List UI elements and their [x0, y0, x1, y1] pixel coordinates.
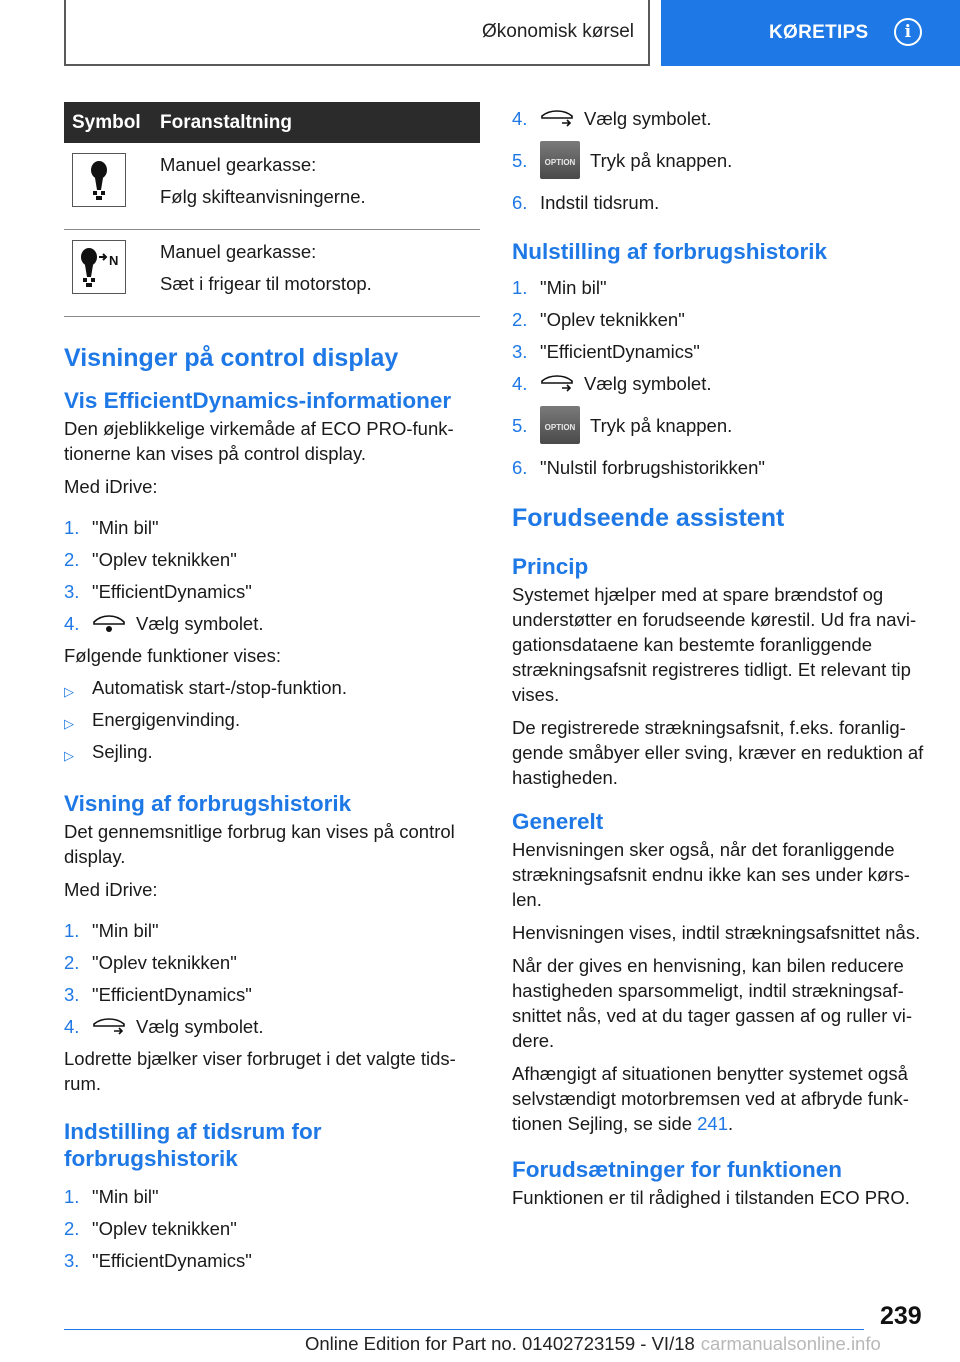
- list-item: 3. "EfficientDynamics": [512, 340, 700, 362]
- list-item: 5. OPTION Tryk på knappen.: [512, 134, 928, 186]
- paragraph: Med iDrive:: [64, 476, 158, 497]
- heading-forudsaetninger: Forudsætninger for funktionen: [512, 1157, 842, 1182]
- list-item: 6. "Nulstil forbrugshistorikken": [512, 456, 765, 478]
- paragraph: Når der gives en henvisning, kan bilen reducere hastigheden sparsommeligt, indtil strækningsaf-snittet nås, ved at du tager gassen af og ruller vi-dere.: [512, 955, 913, 1051]
- chapter-tab[interactable]: [661, 0, 960, 66]
- paragraph: Henvisningen vises, indtil strækningsafsnittet nås.: [512, 922, 921, 943]
- bullet-triangle-icon: ▷: [64, 748, 74, 763]
- ordered-list: [64, 914, 480, 1042]
- paragraph: De registrerede strækningsafsnit, f.eks. foranlig-gende småbyer eller sving, kræver en reduktion af hastigheden.: [512, 717, 924, 788]
- table-header-action: Foranstaltning: [160, 111, 292, 133]
- heading-generelt: Generelt: [512, 809, 604, 834]
- list-item: 1. "Min bil": [64, 1185, 159, 1207]
- bullet-list: [64, 676, 480, 772]
- svg-text:N: N: [109, 253, 119, 268]
- right-column: [512, 102, 928, 1210]
- consumption-history-icon: [540, 108, 574, 128]
- paragraph: Henvisningen sker også, når det foranliggende strækningsafsnit endnu ikke kan ses under kørs-len.: [512, 839, 910, 910]
- ordered-list: [512, 102, 928, 218]
- page-link[interactable]: 241: [697, 1113, 728, 1134]
- list-item: 4. Vælg symbolet.: [512, 372, 712, 394]
- list-item: ▷ Energigenvinding.: [64, 708, 480, 740]
- table-cell-line: Manuel gearkasse:: [160, 241, 317, 262]
- list-item: 6. Indstil tidsrum.: [512, 191, 660, 213]
- table-cell-line: Sæt i frigear til motorstop.: [160, 273, 372, 294]
- heading-vis-efficientdynamics: Vis EfficientDynamics-informationer: [64, 388, 452, 413]
- table-header: [64, 102, 480, 143]
- chapter-title: KØRETIPS: [769, 22, 869, 43]
- watermark: carmanualsonline.info: [700, 1333, 881, 1354]
- list-item: 1. "Min bil": [64, 516, 159, 538]
- heading-forudseende-assistent: Forudseende assistent: [512, 504, 785, 532]
- bullet-triangle-icon: ▷: [64, 684, 74, 699]
- heading-forbrugshistorik: Visning af forbrugshistorik: [64, 791, 352, 816]
- gearshift-neutral-icon: [72, 240, 126, 294]
- ordered-list: [512, 271, 928, 483]
- left-column: [64, 102, 480, 1276]
- gearshift-icon: [72, 153, 126, 207]
- table-cell-line: Manuel gearkasse:: [160, 154, 317, 175]
- heading-nulstilling: Nulstilling af forbrugshistorik: [512, 239, 828, 264]
- list-item: 1. "Min bil": [512, 276, 607, 298]
- list-item: ▷ Automatisk start-/stop-funktion.: [64, 676, 480, 708]
- table-cell-line: Følg skifteanvisningerne.: [160, 186, 366, 207]
- list-item: 4. Vælg symbolet.: [64, 612, 264, 634]
- paragraph: Med iDrive:: [64, 879, 158, 900]
- list-item: 1. "Min bil": [64, 919, 159, 941]
- heading-indstilling-tidsrum: Indstilling af tidsrum for forbrugshistorik: [64, 1119, 322, 1171]
- paragraph: Følgende funktioner vises:: [64, 645, 281, 666]
- option-button-icon: OPTION: [540, 141, 580, 179]
- heading-princip: Princip: [512, 554, 589, 579]
- list-item: 3. "EfficientDynamics": [64, 1249, 252, 1271]
- list-item: 2. "Oplev teknikken": [64, 951, 237, 973]
- page-header: [0, 0, 960, 66]
- list-item: 2. "Oplev teknikken": [64, 1217, 237, 1239]
- symbol-table: [64, 102, 480, 317]
- list-item: 5. OPTION Tryk på knappen.: [512, 399, 928, 451]
- list-item: 3. "EfficientDynamics": [64, 580, 252, 602]
- ordered-list: [64, 511, 480, 639]
- bullet-triangle-icon: ▷: [64, 716, 74, 731]
- list-item: ▷ Sejling.: [64, 740, 480, 772]
- footer-edition: Online Edition for Part no. 01402723159 - VI/18 carmanualsonline.info: [305, 1333, 881, 1354]
- table-row: [64, 230, 480, 317]
- option-button-icon: OPTION: [540, 406, 580, 444]
- heading-visninger: Visninger på control display: [64, 344, 399, 372]
- list-item: 2. "Oplev teknikken": [512, 308, 685, 330]
- list-item: 4. Vælg symbolet.: [512, 107, 712, 129]
- paragraph: Den øjeblikkelige virkemåde af ECO PRO-funk-tionerne kan vises på control display.: [64, 418, 454, 464]
- paragraph: Systemet hjælper med at spare brændstof og understøtter en forudseende kørestil. Ud fra navi-gationsdataene kan bestemte foranliggende strækningsafsnit registreres tidligt. Et relevant tip vises.: [512, 584, 917, 705]
- list-item: 2. "Oplev teknikken": [64, 548, 237, 570]
- page-number: 239: [880, 1302, 922, 1330]
- paragraph: Afhængigt af situationen benytter systemet også selvstændigt motorbremsen ved at afbryde funk-tionen Sejling, se side 241.: [512, 1063, 909, 1134]
- efficientdynamics-car-icon: [92, 613, 126, 633]
- table-header-symbol: Symbol: [72, 111, 141, 133]
- paragraph: Lodrette bjælker viser forbruget i det valgte tids-rum.: [64, 1048, 456, 1094]
- paragraph: Det gennemsnitlige forbrug kan vises på control display.: [64, 821, 455, 867]
- list-item: 3. "EfficientDynamics": [64, 983, 252, 1005]
- list-item: 4. Vælg symbolet.: [64, 1015, 264, 1037]
- consumption-history-icon: [540, 373, 574, 393]
- table-row: [64, 143, 480, 230]
- paragraph: Funktionen er til rådighed i tilstanden ECO PRO.: [512, 1187, 910, 1208]
- section-title: Økonomisk kørsel: [64, 0, 650, 66]
- footer-divider: [64, 1329, 864, 1330]
- info-icon[interactable]: i: [894, 18, 922, 46]
- ordered-list: [64, 1180, 480, 1276]
- consumption-history-icon: [92, 1016, 126, 1036]
